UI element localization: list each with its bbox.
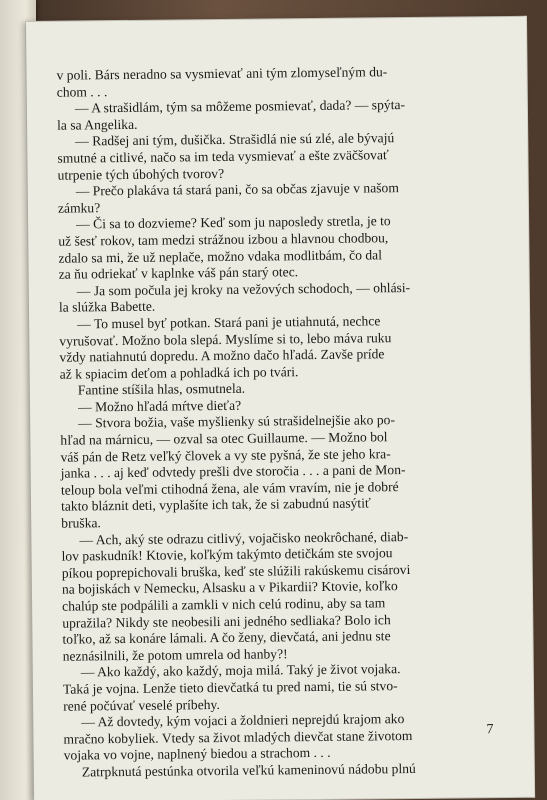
text-line: chom . . . — [56, 83, 108, 100]
text-line: — Možno hľadá mŕtve dieťa? — [77, 397, 242, 415]
book-page — [26, 17, 534, 800]
text-line: Taká je vojna. Lenže tieto dievčatká tu pred nami, tie sú stvo- — [62, 678, 398, 697]
text-line: už šesť rokov, tam medzi strážnou izbou a hlavnou chodbou, — [58, 230, 389, 249]
text-line: neznásilnili, že potom umrela od hanby?! — [62, 646, 288, 664]
text-line: v poli. Bárs neradno sa vysmievať ani tým zlomyseľným du- — [56, 64, 388, 83]
text-line: — A strašidlám, tým sa môžeme posmievať, dada? — spýta- — [74, 97, 406, 116]
text-line: na bojiskách v Nemecku, Alsasku a v Pikardii? Ktovie, koľko — [61, 578, 398, 598]
text-line: — Ako každý, ako každý, moja milá. Taký je život vojaka. — [80, 661, 401, 680]
text-line: janka . . . aj keď odvtedy prešli dve storočia . . . a pani de Mon- — [60, 462, 406, 481]
text-line: vyrušovať. Možno bola slepá. Myslíme si to, lebo máva ruku — [59, 329, 392, 349]
text-line: bruška. — [61, 515, 101, 531]
text-line: utrpenie tých úbohých tvorov? — [57, 165, 225, 183]
text-line: zámku? — [57, 199, 101, 216]
text-line: — Stvora božia, vaše myšlienky sú strašidelnejšie ako po- — [78, 412, 396, 431]
text-line: zdalo sa mi, že už neplače, možno vdaka modlitbám, čo dal — [58, 246, 383, 266]
page-text — [56, 63, 481, 781]
text-line: vojaka vo vojne, naplnený biedou a strachom . . . — [63, 745, 331, 763]
text-line: la slúžka Babette. — [58, 298, 156, 315]
text-line: váš pán de Retz veľký človek a vy ste pyšná, že ste jeho kra- — [60, 445, 391, 465]
text-line: takto bláznit deti, vyplašíte ich tak, že si zabudnú nasýtiť — [60, 495, 371, 515]
text-line: — Ach, aký ste odrazu citlivý, vojačisko neokrôchané, diab- — [79, 528, 409, 548]
text-line: chalúp ste podpálili a zamkli v nich celú rodinu, aby sa tam — [62, 595, 386, 614]
text-line: Zatrpknutá pestúnka otvorila veľkú kameninovú nádobu plnú — [81, 760, 416, 780]
text-line: — Ja som počula jej kroky na vežových schodoch, — ohlási- — [76, 279, 411, 299]
text-line: hľad na márnicu, — ozval sa otec Guillaume. — Možno bol — [60, 429, 388, 448]
text-line: Fantine stíšila hlas, osmutnela. — [77, 381, 246, 398]
text-line: mračno kobyliek. Vtedy sa život mladých dievčat stane životom — [63, 727, 413, 747]
text-line: vždy natiahnutú dopredu. A možno dačo hľadá. Zavše príde — [59, 346, 385, 365]
text-line: — To musel byť potkan. Stará pani je utiahnutá, nechce — [77, 313, 381, 332]
text-line: rené počúvať veselé príbehy. — [63, 696, 220, 714]
text-line: píkou poprepichovali bruška, keď ste slúžili rakúskemu cisárovi — [61, 561, 411, 581]
text-line: la sa Angelika. — [57, 116, 138, 133]
text-line: — Radšej ani tým, dušička. Strašidlá nie sú zlé, ale bývajú — [75, 130, 395, 149]
text-line: za ňu odriekať v kaplnke váš pán starý otec. — [58, 264, 299, 282]
text-line: až k spiacim deťom a pohladká ich po tvári. — [59, 363, 299, 382]
text-line: toľko, až sa konáre lámali. A čo ženy, dievčatá, ani jednu ste — [62, 628, 391, 647]
page-number: 7 — [486, 722, 494, 738]
text-line: upražila? Nikdy ste neobesili ani jedného sedliaka? Bolo ich — [62, 611, 391, 631]
text-line: smutné a citlivé, načo sa im teda vysmievať a ešte zväčšovať — [57, 147, 389, 166]
text-line: — Prečo plakáva tá stará pani, čo sa občas zjavuje v našom — [75, 180, 399, 199]
text-line: lov paskudník! Ktovie, koľkým takýmto detičkám ste svojou — [61, 545, 393, 564]
text-line: — Až dovtedy, kým vojaci a žoldnieri nepreјdú krajom ako — [81, 711, 405, 730]
text-line: — Či sa to dozvieme? Keď som ju naposledy stretla, je to — [76, 213, 391, 232]
text-line: teloup bola veľmi ctihodná žena, ale vám vravím, nie je dobré — [60, 478, 399, 498]
